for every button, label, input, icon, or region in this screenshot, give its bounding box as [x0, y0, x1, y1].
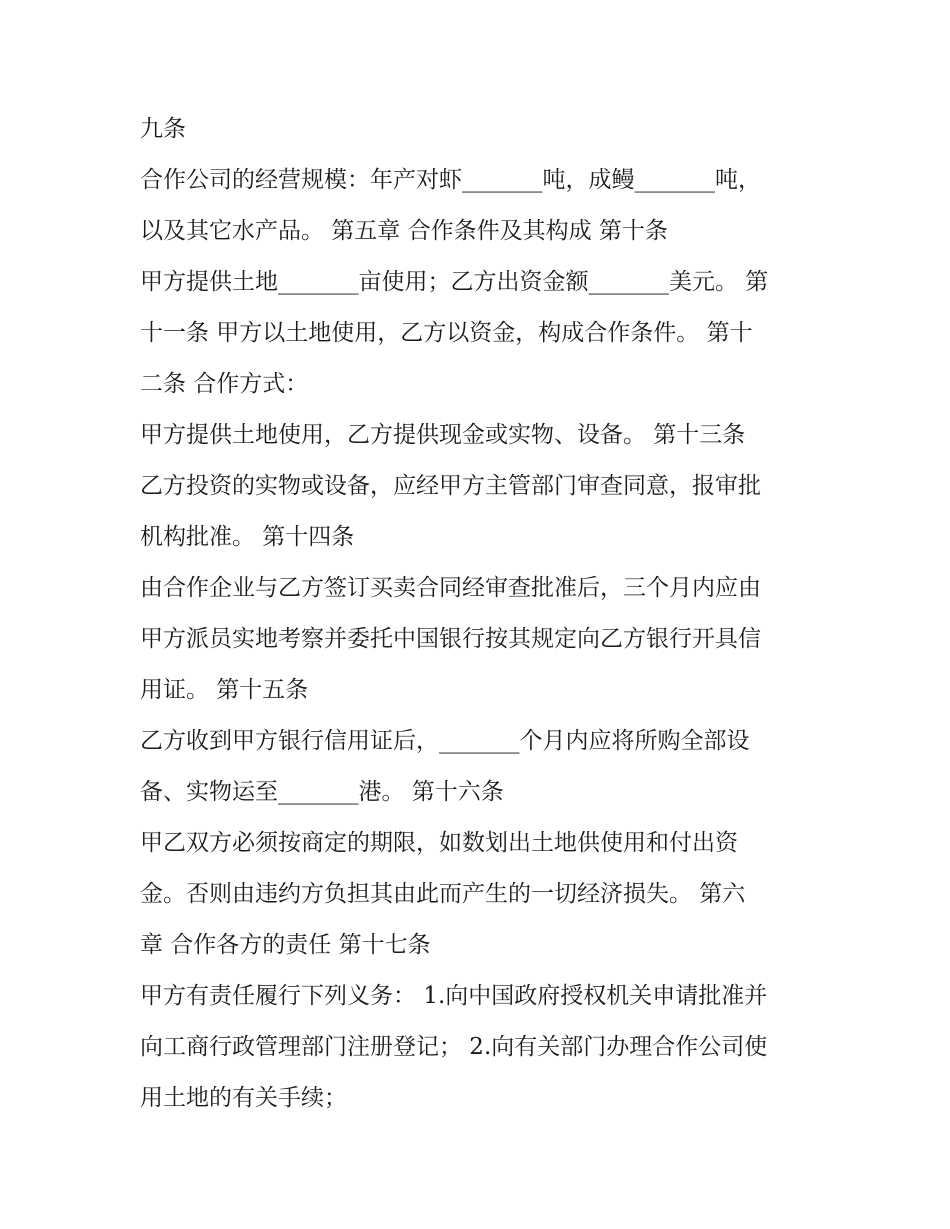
- text-line: 章 合作各方的责任 第十七条: [140, 932, 431, 958]
- text-line: 九条: [140, 116, 186, 142]
- text-line: 乙方投资的实物或设备，应经甲方主管部门审查同意，报审批: [140, 473, 761, 499]
- text-line: 甲方有责任履行下列义务： 1.向中国政府授权机关申请批准并: [140, 983, 768, 1009]
- text-line: 机构批准。 第十四条: [140, 524, 355, 550]
- text-line: 备、实物运至_______港。 第十六条: [140, 779, 504, 805]
- text-line: 以及其它水产品。 第五章 合作条件及其构成 第十条: [140, 218, 668, 244]
- text-line: 二条 合作方式：: [140, 371, 309, 397]
- text-line: 乙方收到甲方银行信用证后，_______个月内应将所购全部设: [140, 728, 750, 754]
- text-line: 由合作企业与乙方签订买卖合同经审查批准后，三个月内应由: [140, 575, 761, 601]
- text-line: 十一条 甲方以土地使用，乙方以资金，构成合作条件。 第十: [140, 320, 753, 346]
- document-body: [140, 104, 820, 1124]
- text-line: 向工商行政管理部门注册登记； 2.向有关部门办理合作公司使: [140, 1034, 768, 1060]
- text-line: 金。否则由违约方负担其由此而产生的一切经济损失。 第六: [140, 881, 746, 907]
- text-line: 用土地的有关手续；: [140, 1085, 347, 1111]
- text-line: 甲乙双方必须按商定的期限，如数划出土地供使用和付出资: [140, 830, 738, 856]
- text-line: 甲方提供土地_______亩使用；乙方出资金额_______美元。 第: [140, 269, 769, 295]
- text-line: 甲方派员实地考察并委托中国银行按其规定向乙方银行开具信: [140, 626, 761, 652]
- text-line: 用证。 第十五条: [140, 677, 309, 703]
- text-line: 甲方提供土地使用，乙方提供现金或实物、设备。 第十三条: [140, 422, 746, 448]
- text-line: 合作公司的经营规模：年产对虾_______吨，成鳗_______吨，: [140, 167, 761, 193]
